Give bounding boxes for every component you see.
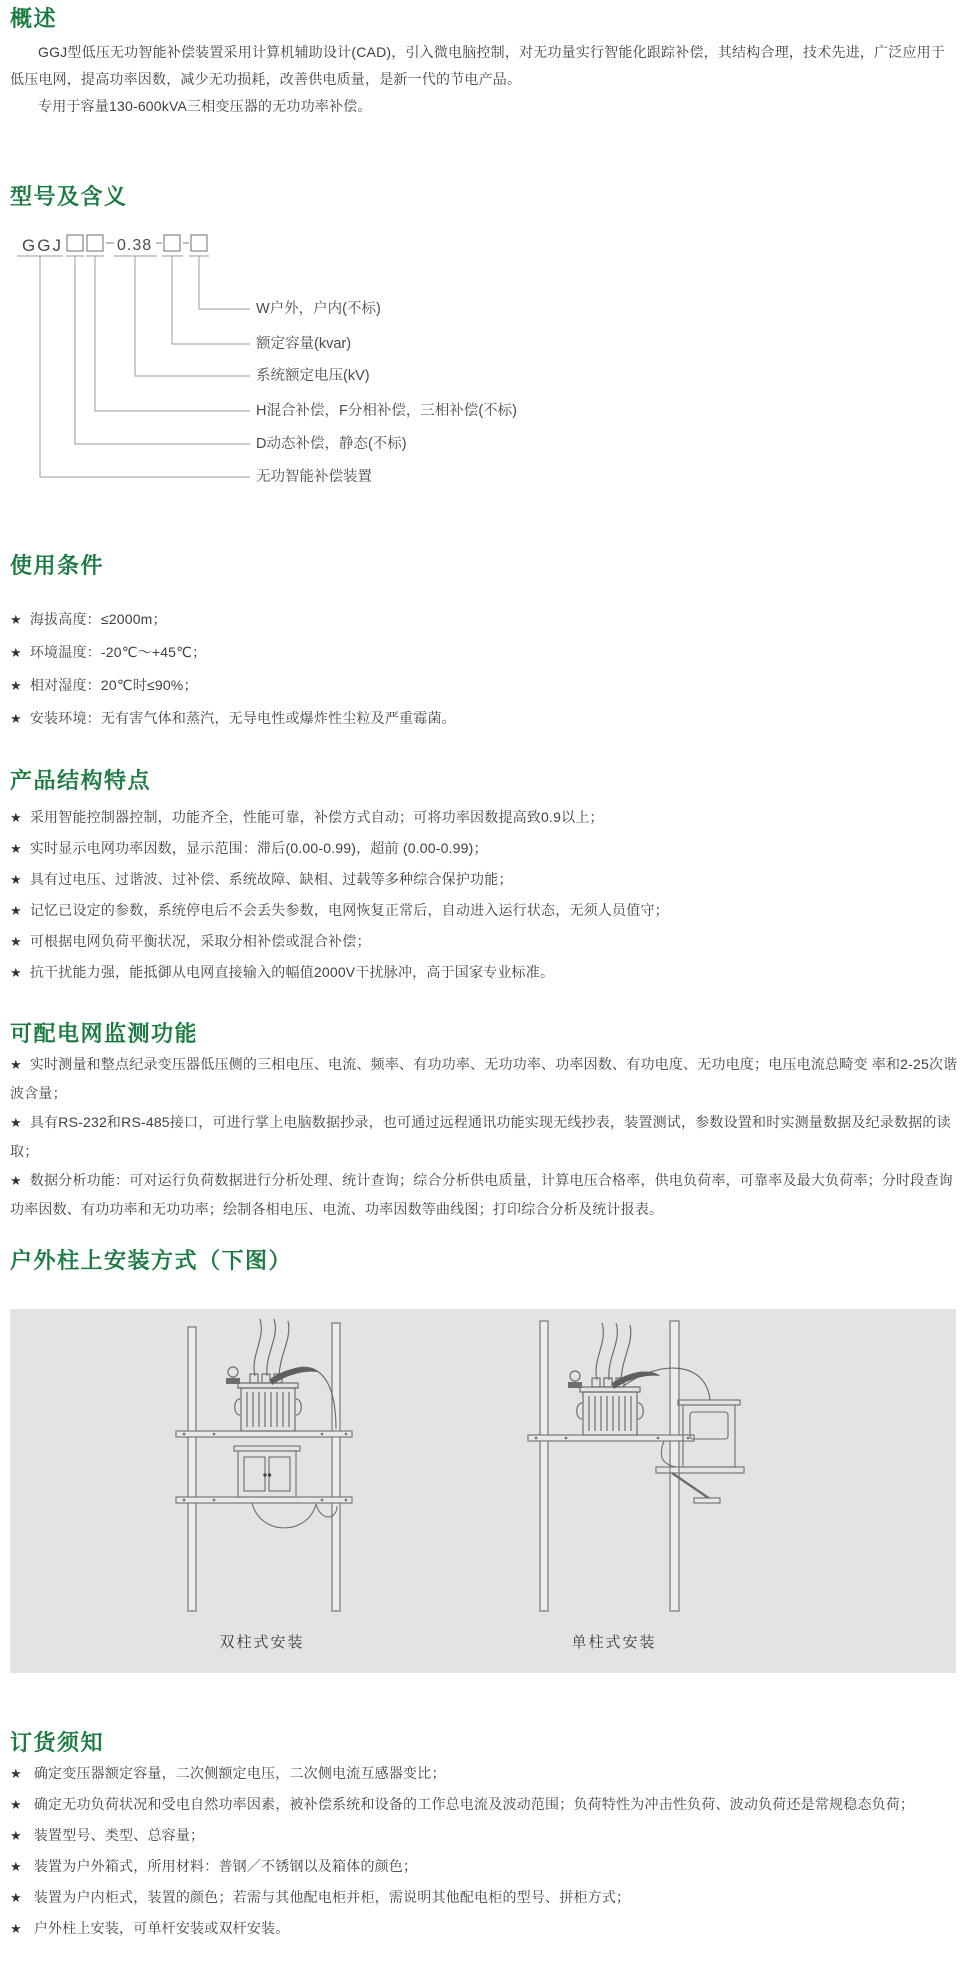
list-item <box>10 864 958 895</box>
model-code-box-3 <box>164 235 180 251</box>
star-bullet-icon: ★ <box>10 1766 22 1781</box>
overview-paragraph-1: GGJ型低压无功智能补偿装置采用计算机辅助设计(CAD)，引入微电脑控制，对无功量实行智能化跟踪补偿，其结构合理，技术先进，广泛应用于低压电网，提高功率因数，减少无功损耗，改善供电质量，是新一代的节电产品。 <box>10 44 946 87</box>
condition-text: 安装环境：无有害气体和蒸汽，无导电性或爆炸性尘粒及严重霉菌。 <box>29 710 456 726</box>
star-bullet-icon: ★ <box>10 1890 22 1905</box>
model-code-box-1 <box>67 235 83 251</box>
list-item <box>10 1758 958 1789</box>
monitoring-text: 实时测量和整点纪录变压器低压侧的三相电压、电流、频率、有功功率、无功功率、功率因数、有功电度、无功电度；电压电流总畸变 率和2-25次谐波含量； <box>10 1056 958 1101</box>
features-title: 产品结构特点 <box>10 768 152 793</box>
section-monitoring <box>10 1021 958 1224</box>
star-bullet-icon: ★ <box>10 1828 22 1843</box>
star-bullet-icon: ★ <box>10 841 22 856</box>
star-bullet-icon: ★ <box>10 810 22 825</box>
double-pole-drawing <box>176 1319 352 1611</box>
star-bullet-icon: ★ <box>10 872 22 887</box>
list-item <box>10 802 958 833</box>
ordering-text: 装置型号、类型、总容量； <box>33 1827 205 1843</box>
conditions-title: 使用条件 <box>10 553 105 578</box>
section-features <box>10 768 958 988</box>
monitoring-title: 可配电网监测功能 <box>10 1021 199 1046</box>
model-label-dynamic: D动态补偿，静态(不标) <box>256 435 407 452</box>
section-installation <box>10 1248 958 1274</box>
model-code-prefix: GGJ <box>22 236 63 255</box>
model-title: 型号及含义 <box>10 184 128 209</box>
single-pole-drawing <box>528 1321 744 1611</box>
list-item <box>10 926 958 957</box>
model-code-box-2 <box>87 235 103 251</box>
list-item <box>10 1913 958 1944</box>
monitoring-text: 具有RS-232和RS-485接口，可进行掌上电脑数据抄录，也可通过远程通讯功能实现无线抄表，装置测试，参数设置和时实测量数据及纪录数据的读取； <box>10 1114 951 1159</box>
section-ordering <box>10 1730 958 1944</box>
feature-text: 可根据电网负荷平衡状况，采取分相补偿或混合补偿； <box>29 933 371 949</box>
star-bullet-icon: ★ <box>10 678 22 693</box>
list-item <box>10 636 958 669</box>
section-conditions <box>10 553 958 735</box>
model-label-device: 无功智能补偿装置 <box>256 468 372 485</box>
monitoring-text: 数据分析功能：可对运行负荷数据进行分析处理、统计查询；综合分析供电质量，计算电压合格率，供电负荷率，可靠率及最大负荷率；分时段查询功率因数、有功功率和无功功率；绘制各相电压、电流、功率因数等曲线图；打印综合分析及统计报表。 <box>10 1172 953 1217</box>
model-connector-lines <box>40 256 250 477</box>
model-code-box-4 <box>191 235 207 251</box>
star-bullet-icon: ★ <box>10 1921 22 1936</box>
installation-figure <box>10 1309 956 1673</box>
ordering-text: 装置为户内柜式，装置的颜色；若需与其他配电柜并柜，需说明其他配电柜的型号、拼柜方式； <box>33 1889 631 1905</box>
model-label-capacity: 额定容量(kvar) <box>256 335 352 352</box>
star-bullet-icon: ★ <box>10 1057 22 1072</box>
feature-text: 记忆已设定的参数，系统停电后不会丢失参数，电网恢复正常后，自动进入运行状态，无须人员值守； <box>29 902 669 918</box>
feature-text: 采用智能控制器控制，功能齐全，性能可靠，补偿方式自动；可将功率因数提高致0.9以上； <box>29 809 604 825</box>
section-model <box>10 184 958 495</box>
star-bullet-icon: ★ <box>10 1797 22 1812</box>
star-bullet-icon: ★ <box>10 1173 22 1188</box>
list-item <box>10 1108 958 1166</box>
list-item <box>10 1882 958 1913</box>
caption-double-pole: 双柱式安装 <box>219 1634 305 1651</box>
list-item <box>10 1820 958 1851</box>
feature-text: 实时显示电网功率因数，显示范围：滞后(0.00-0.99)，超前 (0.00-0.99)； <box>29 840 488 856</box>
condition-text: 海拔高度：≤2000m； <box>29 611 167 627</box>
list-item <box>10 603 958 636</box>
ordering-text: 确定无功负荷状况和受电自然功率因素，被补偿系统和设备的工作总电流及波动范围；负荷特性为冲击性负荷、波动负荷还是常规稳态负荷； <box>33 1796 915 1812</box>
overview-title: 概述 <box>10 6 58 31</box>
feature-text: 抗干扰能力强，能抵御从电网直接输入的幅值2000V干扰脉冲，高于国家专业标准。 <box>29 964 555 980</box>
caption-single-pole: 单柱式安装 <box>571 1634 657 1651</box>
model-label-outdoor: W户外，户内(不标) <box>256 300 381 317</box>
installation-title: 户外柱上安装方式（下图） <box>10 1248 293 1273</box>
list-item <box>10 833 958 864</box>
star-bullet-icon: ★ <box>10 1115 22 1130</box>
list-item <box>10 895 958 926</box>
installation-diagram <box>10 1309 956 1673</box>
star-bullet-icon: ★ <box>10 612 22 627</box>
overview-paragraph-2: 专用于容量130-600kVA三相变压器的无功功率补偿。 <box>38 98 372 114</box>
ordering-text: 户外柱上安装，可单杆安装或双杆安装。 <box>33 1920 290 1936</box>
star-bullet-icon: ★ <box>10 645 22 660</box>
model-code-voltage: 0.38 <box>117 237 153 254</box>
section-overview <box>10 6 958 120</box>
star-bullet-icon: ★ <box>10 711 22 726</box>
list-item <box>10 1050 958 1108</box>
feature-text: 具有过电压、过谐波、过补偿、系统故障、缺相、过载等多种综合保护功能； <box>29 871 513 887</box>
list-item <box>10 669 958 702</box>
star-bullet-icon: ★ <box>10 1859 22 1874</box>
list-item <box>10 957 958 988</box>
model-label-voltage: 系统额定电压(kV) <box>256 367 370 384</box>
list-item <box>10 1166 958 1224</box>
condition-text: 环境温度：-20℃～+45℃； <box>29 644 207 660</box>
condition-text: 相对湿度：20℃时≤90%； <box>29 677 198 693</box>
list-item <box>10 1789 958 1820</box>
list-item <box>10 702 958 735</box>
star-bullet-icon: ★ <box>10 965 22 980</box>
list-item <box>10 1851 958 1882</box>
model-label-compensation-type: H混合补偿，F分相补偿，三相补偿(不标) <box>256 402 517 419</box>
ordering-text: 装置为户外箱式，所用材料：普钢／不锈钢以及箱体的颜色； <box>33 1858 418 1874</box>
model-code-diagram <box>10 230 610 495</box>
star-bullet-icon: ★ <box>10 903 22 918</box>
star-bullet-icon: ★ <box>10 934 22 949</box>
ordering-text: 确定变压器额定容量，二次侧额定电压，二次侧电流互感器变比； <box>33 1765 446 1781</box>
ordering-title: 订货须知 <box>10 1730 105 1755</box>
